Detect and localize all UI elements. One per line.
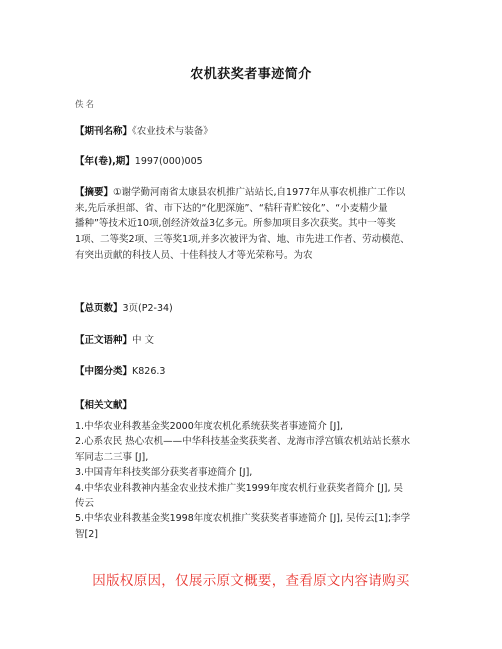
pages-field [75,302,173,316]
language-label: 【正文语种】 [75,335,133,346]
reference-item-1[interactable]: 1.中华农业科教基金奖2000年度农机化系统获奖者事迹简介 [J], [75,421,343,432]
abstract-block [75,185,445,264]
journal-value: 《农业技术与装备》 [132,126,213,137]
journal-field [75,125,213,139]
classification-value: K826.3 [132,366,166,377]
copyright-notice[interactable]: 因版权原因，仅展示原文概要，查看原文内容请购买 [92,573,410,589]
abstract-line: 【摘要】①谢学勤河南省太康县农机推广站站长,自1977年从事农机推广工作以 [75,187,406,198]
journal-label: 【期刊名称】 [75,126,133,137]
references-list [75,419,445,542]
abstract-line: 播种”等技术近10项,创经济效益3亿多元。所参加项目多次获奖。其中一等奖 [75,218,396,230]
abstract-label: 【摘要】 [75,187,114,198]
abstract-line: 来,先后承担部、省、市下达的“化肥深施”、“秸秆青贮铵化”、“小麦精少量 [75,202,388,214]
reference-item-4-cont[interactable]: 传云 [75,498,95,510]
reference-item-2-cont[interactable]: 军同志二三事 [J], [75,451,149,463]
year-issue-value: 1997(000)005 [134,156,203,167]
language-field [75,334,154,348]
year-issue-field [75,155,203,169]
reference-item-2[interactable]: 2.心系农民 热心农机——中华科技基金奖获奖者、龙海市浮宫镇农机站站长蔡水 [75,436,411,448]
classification-label: 【中图分类】 [75,366,133,377]
reference-item-5[interactable]: 5.中华农业科教基金奖1998年度农机推广奖获奖者事迹简介 [J], 吴传云[1];李学 [75,513,411,525]
abstract-line: 1项、二等奖2项、三等奖1项,并多次被评为省、地、市先进工作者、劳动模范、 [75,234,410,246]
reference-item-4[interactable]: 4.中华农业科教神内基金农业技术推广奖1999年度农机行业获奖者简介 [J], 吴 [75,482,404,494]
document-title: 农机获奖者事迹简介 [190,67,312,82]
year-issue-label: 【年(卷),期】 [75,156,135,167]
language-value: 中 文 [132,335,155,346]
reference-item-3[interactable]: 3.中国青年科技奖部分获奖者事迹简介 [J], [75,467,253,479]
pages-label: 【总页数】 [75,303,123,314]
document-author: 佚名 [75,100,97,110]
abstract-line: 有突出贡献的科技人员、十佳科技人才等光荣称号。为农 [75,249,313,261]
references-heading: 【相关文献】 [75,400,133,411]
classification-field [75,365,165,379]
reference-item-5-cont[interactable]: 智[2] [75,528,98,540]
pages-value: 3页(P2-34) [122,303,173,314]
